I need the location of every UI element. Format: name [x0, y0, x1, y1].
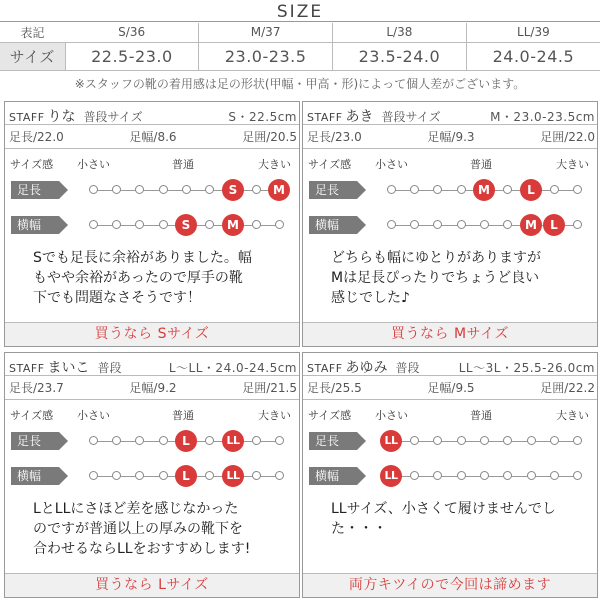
foot-length: 足長/23.0 [307, 130, 362, 144]
scale-point [503, 436, 512, 445]
scale-point [433, 185, 442, 194]
size-fit-marker: M [473, 179, 495, 201]
scale-point [135, 220, 144, 229]
scale-high-label: 大きい [258, 158, 291, 171]
scale-point [252, 436, 261, 445]
divider [5, 399, 299, 400]
foot-length: 足長/22.0 [9, 130, 64, 144]
size-table-header-cell: LL/39 [466, 23, 600, 42]
usual-size-value: S・22.5cm [228, 110, 297, 124]
staff-label: STAFF [307, 362, 343, 375]
fit-scale-title: サイズ感 [10, 158, 54, 171]
size-table-value-cell: 23.5-24.0 [333, 42, 467, 70]
foot-width: 足幅/9.3 [427, 130, 475, 144]
title-divider [0, 21, 600, 22]
scale-point [433, 471, 442, 480]
foot-measurements [9, 379, 297, 396]
foot-measurements [9, 128, 297, 145]
fit-row-label: 横幅 [11, 467, 59, 485]
divider [303, 148, 597, 149]
size-table-header-cell: L/38 [333, 23, 467, 42]
foot-width: 足幅/9.2 [129, 381, 177, 395]
size-fit-marker: LL [380, 430, 402, 452]
foot-girth: 足囲/22.2 [540, 381, 595, 395]
foot-length: 足長/23.7 [9, 381, 64, 395]
scale-point [457, 436, 466, 445]
scale-point [112, 220, 121, 229]
purchase-verdict: 買うなら Mサイズ [303, 322, 597, 346]
scale-point [527, 436, 536, 445]
scale-point [457, 185, 466, 194]
staff-name: あゆみ [345, 360, 388, 376]
foot-width: 足幅/9.5 [427, 381, 475, 395]
size-fit-marker: M [520, 214, 542, 236]
scale-point [89, 471, 98, 480]
divider [5, 375, 299, 376]
scale-point [112, 185, 121, 194]
staff-comment: LLサイズ、小さくて履けませんでし た・・・ [331, 501, 556, 537]
scale-point [433, 436, 442, 445]
scale-point [159, 185, 168, 194]
usual-size-value: L〜LL・24.0-24.5cm [168, 361, 297, 375]
scale-low-label: 小さい [77, 158, 110, 171]
scale-point [410, 471, 419, 480]
fit-row-label: 横幅 [309, 467, 357, 485]
scale-point [550, 436, 559, 445]
staff-header [9, 357, 297, 377]
scale-point [410, 220, 419, 229]
size-table-header-row [0, 23, 600, 42]
staff-header [9, 106, 297, 126]
size-fit-marker: M [268, 179, 290, 201]
scale-point [205, 185, 214, 194]
staff-name: りな [47, 109, 76, 125]
scale-point [275, 436, 284, 445]
size-table-value-row [0, 42, 600, 70]
foot-width: 足幅/8.6 [129, 130, 177, 144]
scale-high-label: 大きい [556, 409, 589, 422]
staff-label: STAFF [9, 362, 45, 375]
staff-review-card [302, 352, 598, 598]
scale-point [159, 471, 168, 480]
size-table-row-label: サイズ [0, 42, 65, 70]
divider [5, 148, 299, 149]
size-fit-marker: L [520, 179, 542, 201]
divider [303, 399, 597, 400]
fit-row-label: 横幅 [11, 216, 59, 234]
usual-size-label: 普段 [97, 361, 122, 375]
scale-point [480, 471, 489, 480]
scale-mid-label: 普通 [172, 409, 194, 422]
size-fit-marker: L [543, 214, 565, 236]
divider [5, 124, 299, 125]
size-fit-marker: LL [222, 465, 244, 487]
scale-point [457, 471, 466, 480]
fit-row-label: 横幅 [309, 216, 357, 234]
scale-low-label: 小さい [375, 158, 408, 171]
scale-point [89, 220, 98, 229]
scale-low-label: 小さい [77, 409, 110, 422]
scale-point [159, 436, 168, 445]
fit-scale-title: サイズ感 [308, 409, 352, 422]
foot-girth: 足囲/21.5 [242, 381, 297, 395]
fit-scale-title: サイズ感 [308, 158, 352, 171]
size-fit-marker: S [175, 214, 197, 236]
scale-point [550, 185, 559, 194]
scale-point [159, 220, 168, 229]
scale-point [387, 220, 396, 229]
scale-point [550, 471, 559, 480]
divider [303, 124, 597, 125]
usual-size-label: 普段 [395, 361, 420, 375]
staff-comment: Sでも足長に余裕がありました。幅 もやや余裕があったので厚手の靴 下でも問題なさそうです！ [33, 250, 252, 306]
usual-size-value: M・23.0-23.5cm [490, 110, 595, 124]
staff-label: STAFF [307, 111, 343, 124]
usual-size-label: 普段サイズ [381, 110, 441, 124]
scale-point [503, 220, 512, 229]
staff-header [307, 357, 595, 377]
size-fit-marker: M [222, 214, 244, 236]
scale-point [252, 220, 261, 229]
scale-point [433, 220, 442, 229]
fit-row-label: 足長 [309, 181, 357, 199]
foot-girth: 足囲/20.5 [242, 130, 297, 144]
size-title: SIZE [276, 2, 324, 22]
scale-point [275, 471, 284, 480]
divider [303, 375, 597, 376]
staff-label: STAFF [9, 111, 45, 124]
foot-measurements [307, 128, 595, 145]
scale-low-label: 小さい [375, 409, 408, 422]
scale-point [252, 185, 261, 194]
purchase-verdict: 買うなら Sサイズ [5, 322, 299, 346]
staff-name: あき [345, 109, 374, 125]
scale-point [503, 185, 512, 194]
scale-point [527, 471, 536, 480]
size-fit-marker: S [222, 179, 244, 201]
size-fit-marker: L [175, 465, 197, 487]
scale-point [573, 471, 582, 480]
scale-point [89, 185, 98, 194]
scale-point [205, 471, 214, 480]
scale-point [573, 436, 582, 445]
scale-point [252, 471, 261, 480]
scale-high-label: 大きい [556, 158, 589, 171]
scale-mid-label: 普通 [172, 158, 194, 171]
staff-comment: どちらも幅にゆとりがありますが Mは足長ぴったりでちょうど良い 感じでした♪ [331, 250, 541, 306]
size-table-value-cell: 24.0-24.5 [466, 42, 600, 70]
scale-point [135, 436, 144, 445]
usual-size-value: LL〜3L・25.5-26.0cm [458, 361, 595, 375]
scale-point [135, 471, 144, 480]
scale-point [275, 220, 284, 229]
staff-review-card [302, 101, 598, 347]
foot-measurements [307, 379, 595, 396]
scale-point [205, 436, 214, 445]
fit-scale-title: サイズ感 [10, 409, 54, 422]
scale-point [480, 220, 489, 229]
size-fit-marker: L [175, 430, 197, 452]
scale-point [205, 220, 214, 229]
staff-review-card [4, 101, 300, 347]
foot-length: 足長/25.5 [307, 381, 362, 395]
size-table-value-cell: 22.5-23.0 [65, 42, 199, 70]
scale-point [457, 220, 466, 229]
scale-point [480, 436, 489, 445]
fit-row-label: 足長 [11, 432, 59, 450]
size-fit-marker: LL [380, 465, 402, 487]
staff-comment: LとLLにさほど差を感じなかった のですが普通以上の厚みの靴下を 合わせるならLLをおすすめします! [33, 501, 251, 557]
size-fit-marker: LL [222, 430, 244, 452]
scale-point [112, 471, 121, 480]
fit-row-label: 足長 [11, 181, 59, 199]
scale-point [573, 220, 582, 229]
scale-point [135, 185, 144, 194]
purchase-verdict: 買うなら Lサイズ [5, 573, 299, 597]
size-table [0, 23, 600, 71]
scale-high-label: 大きい [258, 409, 291, 422]
scale-point [387, 185, 396, 194]
scale-mid-label: 普通 [470, 158, 492, 171]
size-table-header-cell: M/37 [199, 23, 333, 42]
usual-size-label: 普段サイズ [83, 110, 143, 124]
scale-point [503, 471, 512, 480]
scale-point [573, 185, 582, 194]
scale-mid-label: 普通 [470, 409, 492, 422]
fit-disclaimer-note: ※スタッフの靴の着用感は足の形状(甲幅・甲高・形)によって個人差がございます。 [74, 77, 526, 91]
scale-point [182, 185, 191, 194]
size-table-header-cell: S/36 [65, 23, 199, 42]
scale-point [89, 436, 98, 445]
staff-review-card [4, 352, 300, 598]
fit-row-label: 足長 [309, 432, 357, 450]
staff-name: まいこ [47, 360, 90, 376]
staff-header [307, 106, 595, 126]
purchase-verdict: 両方キツイので今回は諦めます [303, 573, 597, 597]
scale-point [410, 436, 419, 445]
scale-point [410, 185, 419, 194]
size-table-header-label: 表記 [0, 23, 65, 42]
size-table-value-cell: 23.0-23.5 [199, 42, 333, 70]
foot-girth: 足囲/22.0 [540, 130, 595, 144]
scale-point [112, 436, 121, 445]
